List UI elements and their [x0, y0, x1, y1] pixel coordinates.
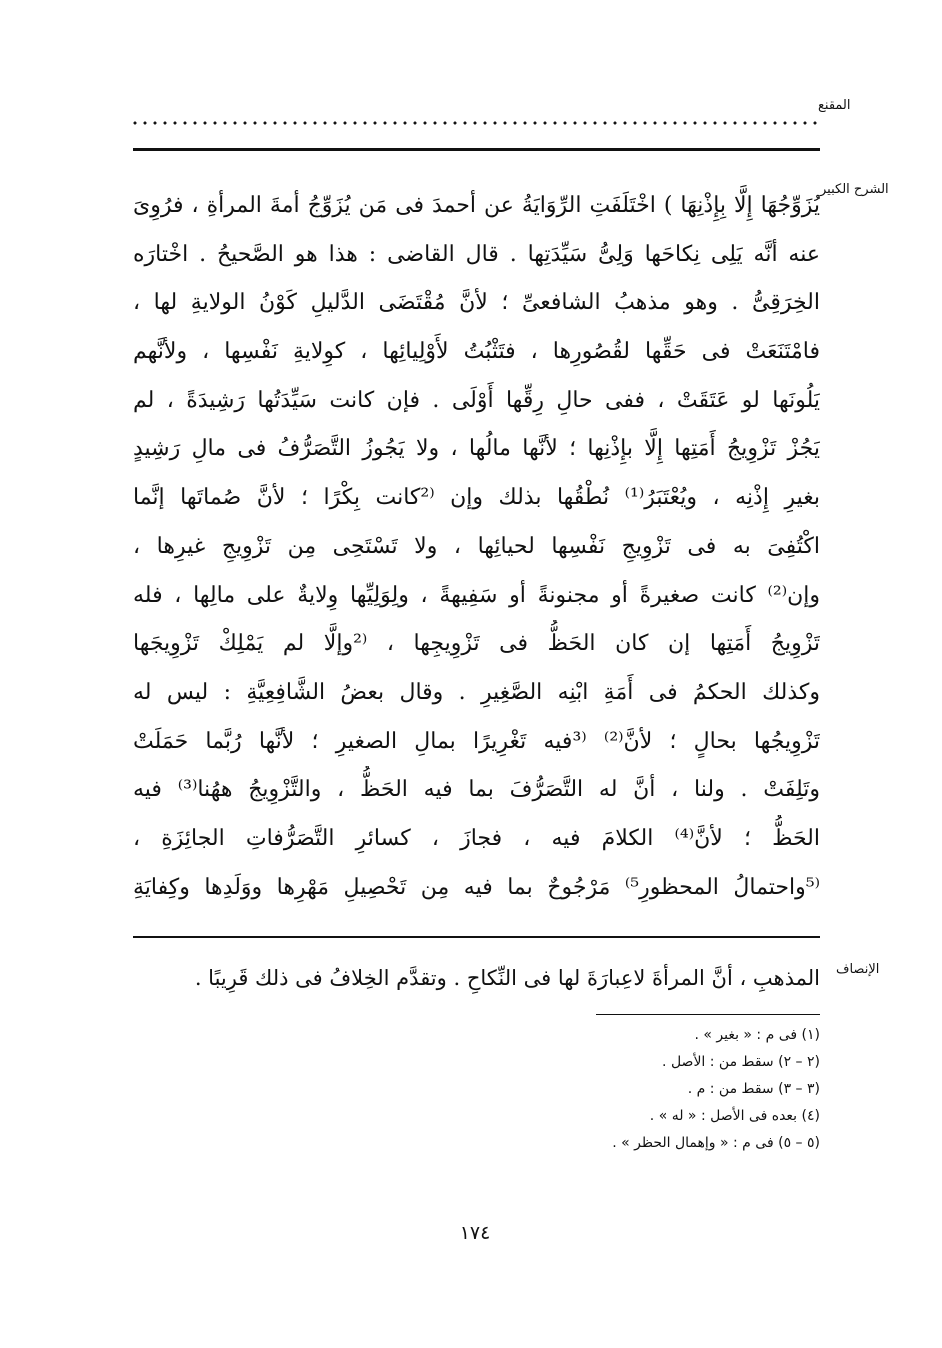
text-line: تَزْوِيجُها بحالٍ ؛ لأنَّ⁽²⁾ ⁽³فيه تَغْرِيرًا بمالِ الصغيرِ ؛ لأنَّها رُبَّما حَمَلَتْ — [133, 728, 820, 754]
insaf-divider — [133, 936, 820, 938]
header-section-label: المقنع — [818, 98, 851, 113]
footnote: (٤) بعده فى الأصل : « له » . — [649, 1108, 820, 1124]
insaf-text: المذهبِ ، أنَّ المرأةَ لاعِبارَةَ لها فى النِّكاحِ . وتقدَّم الخِلافُ فى ذلك قَرِيبًا . — [194, 966, 820, 990]
footnote: (٢ – ٢) سقط من : الأصل . — [662, 1054, 820, 1070]
footnote: (٣ – ٣) سقط من : م . — [687, 1081, 820, 1097]
text-line: وإن⁽²⁾ كانت صغيرةً أو مجنونةً أو سَفِيهةً ، ولِوَلِيِّها وِلايةٌ على مالِها ، فله — [133, 582, 820, 608]
text-line: يَجُزْ تَزْوِيجُ أَمَتِها إِلَّا بإِذْنِها ؛ لأنَّها مالُها ، ولا يَجُوزُ التَّصَرُّفُ فى مالِ رَشِيدٍ — [133, 436, 820, 462]
sidebar-main-label: الشرح الكبير — [820, 182, 889, 197]
text-line: ⁽⁵واحتمالُ المحظورِ⁵⁾ مَرْجُوحٌ بما فيه مِن تَحْصِيلِ مَهْرِها ووَلَدِها وكِفايَةِ — [133, 874, 820, 900]
main-commentary-text — [133, 182, 820, 912]
sidebar-insaf-label: الإنصاف — [836, 962, 880, 977]
header-solid-rule — [133, 148, 820, 151]
text-line: عنه أنَّه يَلِى نِكاحَها وَلِىُّ سَيِّدَتِها . قال القاضى : هذا هو الصَّحيحُ . اخْتارَه — [133, 241, 820, 267]
text-line: الحَظُّ ؛ لأنَّ⁽⁴⁾ الكلامَ فيه ، فجازَ ، كسائرِ التَّصَرُّفاتِ الجائِزَةِ ، — [133, 825, 820, 851]
text-line: بغيرِ إِذْنِه ، ويُعْتَبَرُ⁽¹⁾ نُطْقُها بذلك وإن ⁽²كانت بِكْرًا ؛ لأنَّ صُماتَها إنَّما — [133, 485, 820, 511]
header-dotted-rule — [130, 118, 818, 128]
text-line: وكذلك الحكمُ فى أَمَةِ ابْنِه الصَّغِيرِ . وقال بعضُ الشَّافِعِيَّةِ : ليس له — [133, 679, 820, 705]
footnotes — [560, 1022, 820, 1157]
footnote-divider — [596, 1014, 820, 1015]
text-line: يَلُونَها لو عَتَقَتْ ، ففى حالِ رِقِّها أَوْلَى . فإن كانت سَيِّدَتُها رَشِيدَةً ، لم — [133, 387, 820, 413]
text-line: تَزْوِيجُ أَمَتِها إن كان الحَظُّ فى تَزْوِيجِها ، ⁽²وإلَّا لم يَمْلِكْ تَزْوِيجَها — [133, 631, 820, 657]
text-line: يُزَوِّجُهَا إِلَّا بِإِذْنِهَا ) اخْتَلَفَتِ الرِّوَايَةُ عن أحمدَ فى مَن يُزَوِّجُ أمةَ المرأةِ ، فرُوِىَ — [133, 193, 820, 218]
text-line: وتَلِفَتْ . ولنا ، أنَّ له التَّصَرُّفَ بما فيه الحَظُّ ، والتَّزْوِيجُ ههُنا⁽³⁾ فيه — [133, 777, 820, 803]
text-line: اكْتُفِىَ به فى تَزْوِيجِ نَفْسِها لحيائِها ، ولا تَسْتَحِى مِن تَزْوِيجِ غيرِها ، — [133, 533, 820, 559]
text-line: الخِرَقِىُّ . وهو مذهبُ الشافعىِّ ؛ لأنَّ مُقْتَضَى الدَّليلِ كَوْنُ الولايةِ لها ، — [133, 290, 820, 316]
footnote: (١) فى م : « بغير » . — [694, 1027, 820, 1043]
footnote: (٥ – ٥) فى م : « وإهمال الحظر » . — [612, 1135, 820, 1151]
text-line: فامْتَنَعَتْ فى حَقِّها لقُصُورِها ، فتَثْبُتُ لأَوْلِيائِها ، كوِلايةِ نَفْسِها ، ولأنَّهم — [133, 339, 820, 365]
page-number: ١٧٤ — [459, 1222, 491, 1244]
